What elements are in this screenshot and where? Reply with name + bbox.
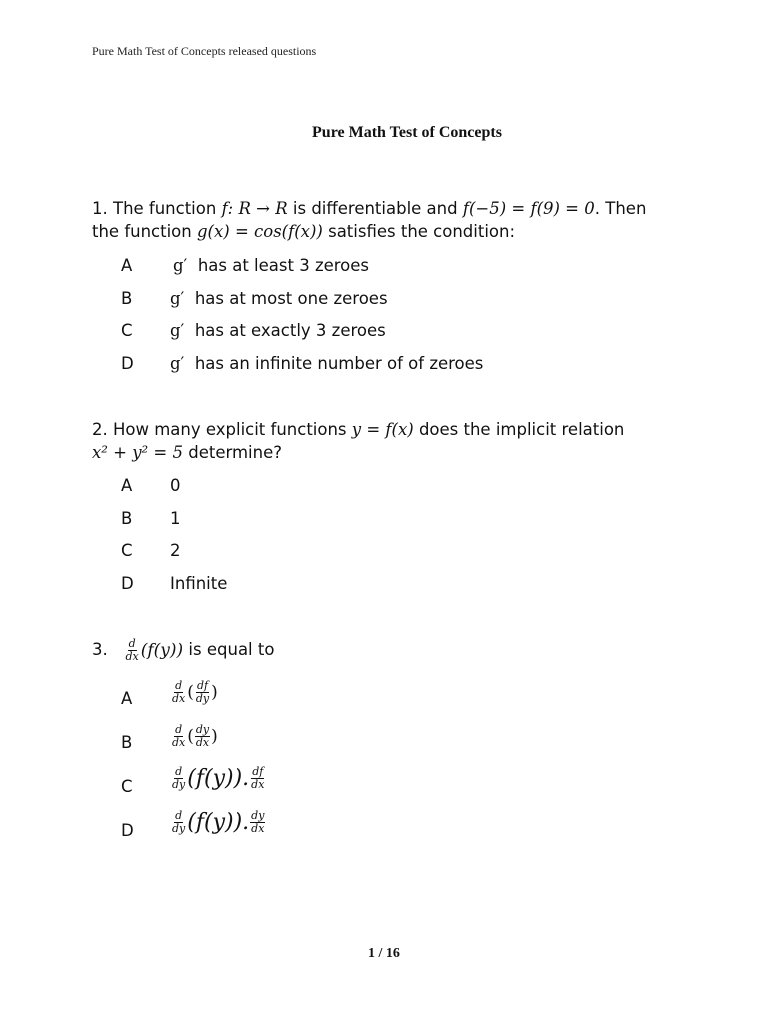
q2-option-c-text: 2 [170,541,181,560]
q3-number: 3. [92,640,108,659]
frac-denominator: dx [172,736,186,749]
paren: ) [211,682,218,703]
q3-option-d [170,810,266,835]
frac-denominator: dy [172,778,186,791]
frac-denominator: dy [195,692,210,705]
q3-option-d-letter: D [121,821,134,840]
frac-numerator: d [175,723,183,736]
q3-option-b-letter: B [121,733,133,752]
q1-option-b-letter: B [121,289,133,308]
frac-denominator: dy [172,822,186,835]
q3-stem-argument: (f(y)) [140,640,184,661]
paren: ( [187,726,194,747]
document-title: Pure Math Test of Concepts [312,124,502,141]
q1-math-g: g(x) = cos(f(x)) [196,222,323,241]
frac-denominator: dx [172,692,186,705]
frac [195,724,210,749]
q1-option-d-text: has an infinite number of of zeroes [194,354,484,373]
q1-option-c-letter: C [121,321,133,340]
frac [250,810,265,835]
frac [171,766,186,791]
frac [250,766,265,791]
q1-option-d-letter: D [121,354,134,373]
frac-denominator: dx [125,650,139,663]
frac-denominator: dx [251,822,265,835]
frac-numerator: d [175,809,183,822]
question-3-stem [92,638,274,663]
q1-option-c-math: g′ [170,321,185,340]
q1-option-b-math: g′ [170,289,185,308]
q3-option-a [170,680,218,705]
question-1-line-1 [92,199,646,218]
q1-option-a [173,256,369,275]
frac [171,724,186,749]
q1-option-c-text: has at exactly 3 zeroes [194,321,386,340]
q1-math-domain: f: R → R [221,199,288,218]
running-header: Pure Math Test of Concepts released questions [92,44,317,58]
frac-denominator: dx [195,736,210,749]
q1-math-condition: f(−5) = f(9) = 0 [462,199,595,218]
q1-option-c [170,321,386,340]
paren: ) [211,726,218,747]
q2-math-relation: x² + y² = 5 [92,443,183,462]
q2-option-a-text: 0 [170,476,181,495]
q3-option-c-math: (f(y)). [187,766,250,791]
q2-option-b-letter: B [121,509,133,528]
q2-option-a-letter: A [121,476,133,495]
frac [171,810,186,835]
q3-option-a-letter: A [121,689,133,708]
q1-option-a-letter: A [121,256,133,275]
frac-numerator: df [252,765,264,778]
page-number: 1 / 16 [368,946,400,961]
q2-option-d-letter: D [121,574,134,593]
q3-option-c [170,766,266,791]
q1-text: the function [92,222,197,241]
q1-option-a-math: g′ [173,256,188,275]
q2-math-function: y = f(x) [351,420,414,439]
q1-option-b [170,289,388,308]
question-1-line-2 [92,222,515,241]
frac [171,680,186,705]
q2-option-c-letter: C [121,541,133,560]
question-2-line-2 [92,443,282,462]
q1-text: is differentiable and [287,199,463,218]
question-2-line-1 [92,420,624,439]
frac-numerator: d [175,679,183,692]
q2-option-b-text: 1 [170,509,181,528]
q3-option-b [170,724,218,749]
q1-option-b-text: has at most one zeroes [194,289,388,308]
frac-denominator: dx [251,778,265,791]
q1-option-a-text: has at least 3 zeroes [197,256,370,275]
q3-option-c-letter: C [121,777,133,796]
frac-numerator: d [175,765,183,778]
frac-numerator: df [196,679,209,692]
q1-text: satisfies the condition: [322,222,516,241]
frac-numerator: dy [251,809,265,822]
frac-numerator: dy [195,723,210,736]
q1-text: 1. The function [92,199,222,218]
q3-stem-derivative [125,638,140,663]
q1-text: . Then [594,199,647,218]
q1-option-d-math: g′ [170,354,185,373]
q2-text: determine? [182,443,282,462]
paren: ( [187,682,194,703]
q3-option-d-math: (f(y)). [187,810,250,835]
q1-option-d [170,354,483,373]
frac [195,680,210,705]
q2-option-d-text: Infinite [170,574,228,593]
frac-numerator: d [128,637,136,650]
q2-text: 2. How many explicit functions [92,420,352,439]
q3-text: is equal to [183,640,275,659]
q2-text: does the implicit relation [413,420,625,439]
